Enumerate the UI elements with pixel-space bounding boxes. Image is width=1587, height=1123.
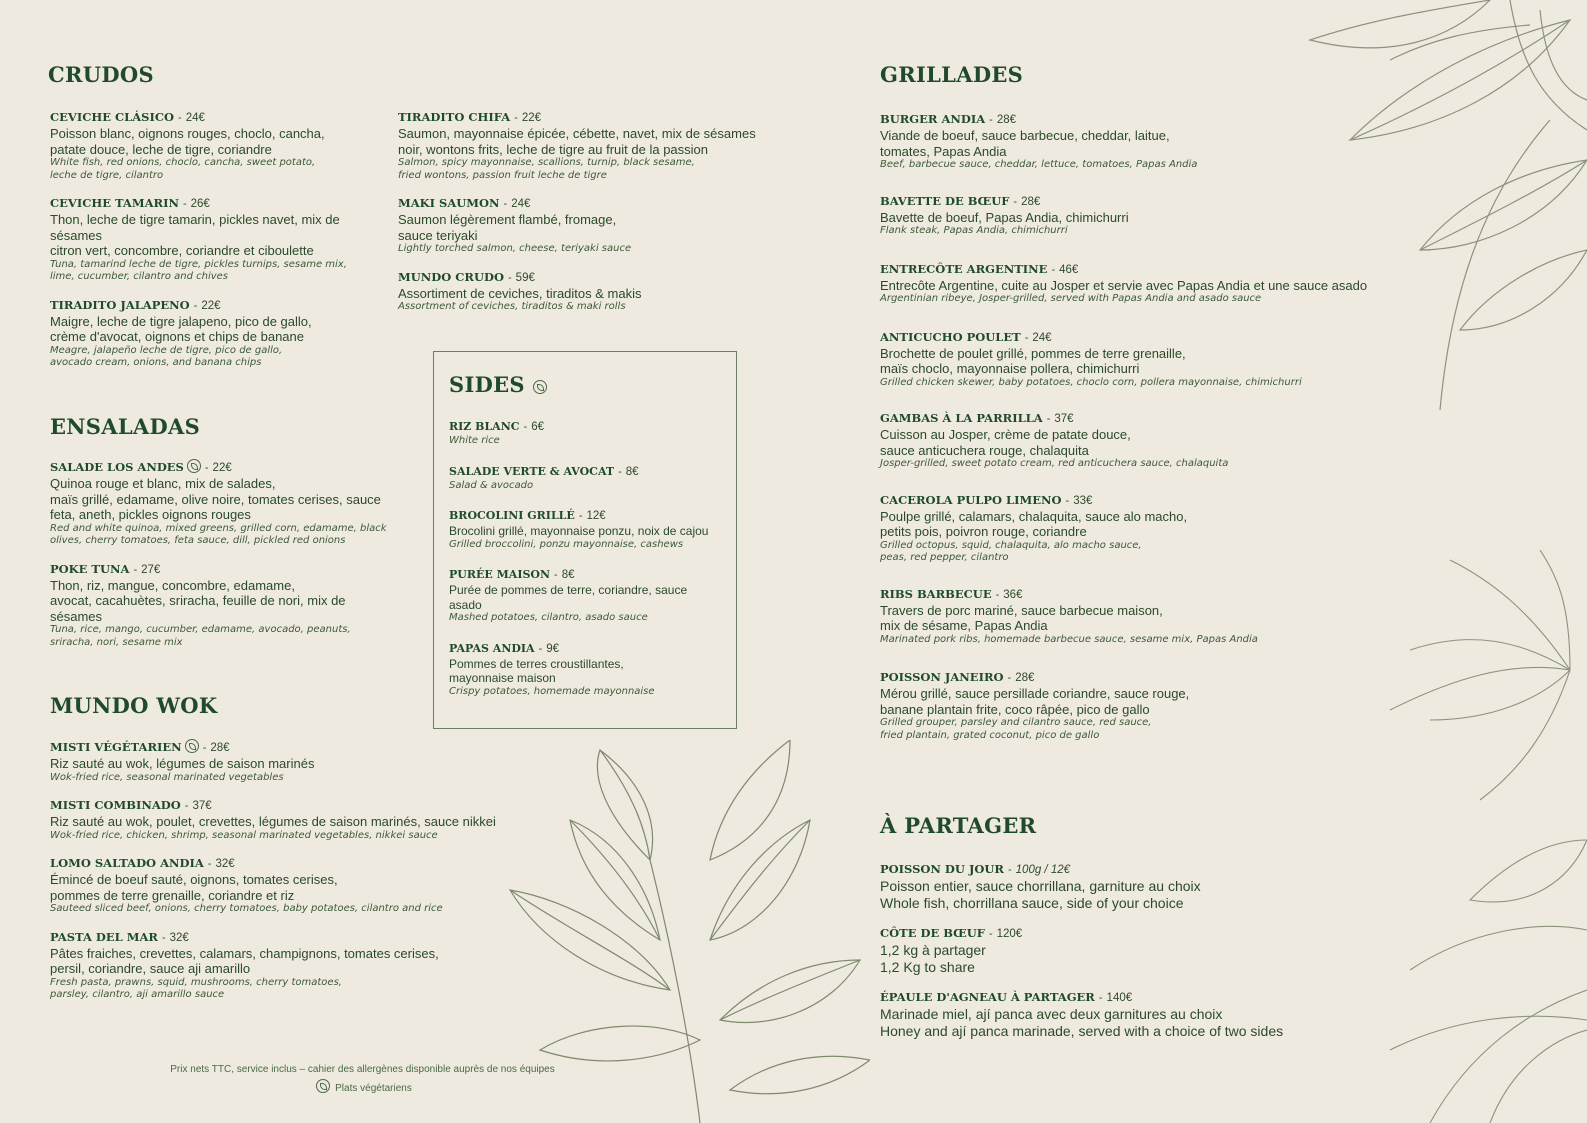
menu-item	[50, 796, 570, 842]
item-desc-fr: Thon, leche de tigre tamarin, pickles navet, mix de	[50, 212, 340, 227]
separator: -	[193, 299, 198, 312]
item-price: 46€	[1059, 263, 1079, 276]
separator: -	[538, 642, 543, 655]
item-desc-fr: maïs choclo, mayonnaise pollera, chimichurri	[880, 361, 1140, 376]
menu-item	[880, 110, 1440, 172]
item-desc-fr: Pommes de terres croustillantes,	[449, 656, 624, 671]
menu-item	[50, 854, 570, 916]
item-desc-fr: Assortiment de ceviches, tiraditos & makis	[398, 285, 642, 301]
separator: -	[184, 800, 189, 812]
item-desc-en: Josper-grilled, sweet potato cream, red anticuchera sauce, chalaquita	[880, 458, 1229, 469]
item-desc-fr: petits pois, poivron rouge, coriandre	[880, 524, 1087, 539]
item-price: 12€	[586, 510, 606, 522]
item-price: 59€	[515, 271, 535, 284]
sides-list	[449, 417, 729, 698]
menu-item	[50, 296, 390, 370]
item-price: 28€	[1015, 672, 1035, 684]
menu-item	[880, 860, 1360, 912]
vegetarian-leaf-icon	[533, 380, 547, 394]
menu-item	[880, 585, 1440, 647]
menu-item	[50, 928, 570, 1002]
grillades-list	[880, 110, 1440, 742]
item-desc-en: lime, cucumber, cilantro and chives	[50, 271, 229, 282]
item-desc-fr: Quinoa rouge et blanc, mix de salades,	[50, 476, 276, 491]
crudos-left-list	[50, 108, 390, 370]
menu-item	[880, 924, 1360, 976]
item-desc-en: parsley, cilantro, aji amarillo sauce	[50, 989, 225, 1000]
menu-item	[50, 560, 420, 650]
item-desc-fr: tomates, Papas Andia	[880, 143, 1007, 159]
footer	[150, 1064, 575, 1094]
item-name: ENTRECÔTE ARGENTINE	[880, 261, 1048, 276]
item-price: 32€	[215, 858, 235, 870]
item-desc-fr: mix de sésame, Papas Andia	[880, 618, 1048, 633]
section-title-mundo-wok: MUNDO WOK	[50, 693, 218, 718]
item-desc-en: White fish, red onions, choclo, cancha, sweet potato,	[50, 157, 316, 168]
item-price: 22€	[212, 462, 232, 474]
separator: -	[1065, 494, 1070, 507]
menu-item	[880, 260, 1440, 306]
item-desc-en: Mashed potatoes, cilantro, asado sauce	[449, 612, 648, 623]
item-name: BURGER ANDIA	[880, 112, 986, 126]
item-price: 9€	[546, 642, 560, 655]
item-name: BAVETTE DE BŒUF	[880, 193, 1010, 208]
menu-item	[398, 268, 798, 314]
menu-item	[880, 491, 1440, 565]
menu-item	[50, 458, 420, 548]
item-desc-en: fried plantain, grated coconut, pico de gallo	[880, 729, 1100, 741]
separator: -	[554, 569, 558, 581]
a-partager-list	[880, 860, 1360, 1040]
item-desc-fr: sauce anticuchera rouge, chalaquita	[880, 442, 1089, 458]
item-name: CACEROLA PULPO LIMENO	[880, 492, 1062, 507]
section-title-grillades: GRILLADES	[880, 62, 1024, 87]
item-name: PURÉE MAISON	[449, 568, 551, 581]
section-title-ensaladas: ENSALADAS	[50, 414, 201, 439]
item-desc-en: Marinated pork ribs, homemade barbecue sauce, sesame mix, Papas Andia	[880, 633, 1258, 645]
item-desc-en: Red and white quinoa, mixed greens, grilled corn, edamame, black	[50, 522, 387, 534]
item-desc-fr: sésames	[50, 227, 103, 243]
item-desc-en: leche de tigre, cilantro	[50, 169, 164, 181]
item-desc-en: Flank steak, Papas Andia, chimichurri	[880, 225, 1068, 236]
item-name: SALADE LOS ANDES	[50, 460, 184, 474]
item-price: 37€	[192, 800, 212, 812]
item-desc-en: Salad & avocado	[449, 479, 534, 491]
item-desc-fr: Thon, riz, mangue, concombre, edamame,	[50, 577, 295, 593]
footer-note: Prix nets TTC, service inclus – cahier des allergènes disponible auprès de nos équipes	[170, 1064, 555, 1075]
item-name: MISTI COMBINADO	[50, 798, 181, 812]
item-desc-en: 1,2 Kg to share	[880, 959, 975, 975]
menu-item	[449, 506, 729, 551]
item-desc-en: Sauteed sliced beef, onions, cherry tomatoes, baby potatoes, cilantro and rice	[50, 903, 443, 914]
item-price: 32€	[169, 931, 189, 944]
menu-item	[880, 192, 1440, 238]
item-desc-en: Salmon, spicy mayonnaise, scallions, turnip, black sesame,	[398, 157, 695, 168]
separator: -	[514, 112, 518, 124]
separator: -	[1024, 331, 1029, 344]
item-name: BROCOLINI GRILLÉ	[449, 509, 575, 522]
menu-item	[880, 409, 1440, 471]
separator: -	[202, 742, 207, 754]
item-desc-en: White rice	[449, 435, 500, 446]
item-desc-fr: Riz sauté au wok, légumes de saison marinés	[50, 756, 315, 771]
item-name: RIZ BLANC	[449, 420, 520, 433]
menu-item	[449, 417, 729, 448]
separator: -	[1007, 672, 1012, 684]
item-desc-fr: Saumon, mayonnaise épicée, cébette, navet, mix de sésames	[398, 126, 756, 141]
item-price: 22€	[201, 299, 221, 312]
item-desc-fr: feta, aneth, pickles oignons rouges	[50, 507, 251, 522]
item-name: PASTA DEL MAR	[50, 929, 158, 944]
item-desc-fr: Poulpe grillé, calamars, chalaquita, sauce alo macho,	[880, 508, 1188, 524]
menu-item	[880, 668, 1440, 742]
item-desc-fr: avocat, cacahuètes, sriracha, feuille de nori, mix de	[50, 593, 346, 608]
separator: -	[178, 112, 182, 124]
separator: -	[503, 198, 508, 210]
separator: -	[161, 931, 166, 944]
item-price: 120€	[996, 928, 1023, 940]
ensaladas-list	[50, 458, 420, 649]
menu-item	[50, 738, 570, 784]
item-desc-en: olives, cherry tomatoes, feta sauce, dill, pickled red onions	[50, 535, 346, 546]
menu-item	[50, 194, 390, 284]
item-name: POISSON JANEIRO	[880, 670, 1004, 684]
item-name: MUNDO CRUDO	[398, 269, 504, 284]
item-desc-en: peas, red pepper, cilantro	[880, 552, 1009, 563]
item-name: ANTICUCHO POULET	[880, 329, 1021, 344]
item-price: 8€	[561, 569, 575, 581]
item-name: TIRADITO JALAPENO	[50, 297, 190, 312]
item-desc-fr: Brocolini grillé, mayonnaise ponzu, noix de cajou	[449, 524, 709, 538]
separator: -	[1013, 195, 1018, 208]
section-title-crudos: CRUDOS	[48, 62, 154, 87]
item-desc-en: Fresh pasta, prawns, squid, mushrooms, cherry tomatoes,	[50, 976, 342, 988]
item-desc-fr: pommes de terre grenaille, coriandre et riz	[50, 887, 295, 903]
item-desc-en: Grilled broccolini, ponzu mayonnaise, cashews	[449, 538, 684, 550]
item-desc-fr: sésames	[50, 608, 103, 624]
item-name: CÔTE DE BŒUF	[880, 926, 985, 940]
item-desc-fr: mayonnaise maison	[449, 671, 556, 685]
item-price: 36€	[1003, 588, 1023, 601]
item-desc-en: Lightly torched salmon, cheese, teriyaki sauce	[398, 243, 632, 254]
separator: -	[133, 563, 138, 576]
separator: -	[508, 271, 512, 284]
item-price: 140€	[1106, 992, 1133, 1004]
item-desc-en: fried wontons, passion fruit leche de tigre	[398, 169, 607, 181]
menu-item	[50, 108, 390, 182]
item-desc-fr: noir, wontons frits, leche de tigre au fruit de la passion	[398, 141, 709, 157]
item-price: 33€	[1073, 494, 1093, 507]
item-price: 37€	[1054, 413, 1074, 425]
menu-item	[449, 462, 729, 493]
veg-legend-text: Plats végétariens	[335, 1083, 412, 1094]
menu-item	[880, 988, 1360, 1040]
item-desc-fr: Entrecôte Argentine, cuite au Josper et servie avec Papas Andia et une sauce asado	[880, 277, 1368, 293]
item-price: 100g / 12€	[1015, 864, 1071, 876]
menu-item	[880, 328, 1440, 390]
item-desc-fr: Saumon légèrement flambé, fromage,	[398, 212, 617, 227]
item-desc-fr: patate douce, leche de tigre, coriandre	[50, 141, 272, 157]
item-price: 28€	[996, 114, 1017, 126]
item-desc-fr: Mérou grillé, sauce persillade coriandre, sauce rouge,	[880, 686, 1190, 701]
item-desc-fr: sauce teriyaki	[398, 227, 478, 243]
separator: -	[182, 198, 187, 210]
separator: -	[989, 114, 993, 126]
item-desc-en: Wok-fried rice, seasonal marinated vegetables	[50, 771, 284, 783]
separator: -	[578, 510, 583, 522]
item-name: CEVICHE TAMARIN	[50, 196, 179, 210]
item-desc-fr: Cuisson au Josper, crème de patate douce,	[880, 427, 1131, 442]
item-desc-fr: crème d'avocat, oignons et chips de banane	[50, 329, 304, 344]
item-desc-fr: Viande de boeuf, sauce barbecue, cheddar, laitue,	[880, 128, 1170, 143]
menu-item	[449, 565, 729, 625]
item-desc-en: sriracha, nori, sesame mix	[50, 636, 183, 648]
separator: -	[204, 462, 209, 474]
separator: -	[988, 928, 993, 940]
item-name: POISSON DU JOUR	[880, 862, 1004, 876]
separator: -	[618, 465, 622, 478]
item-price: 8€	[625, 465, 639, 478]
item-desc-fr: asado	[449, 597, 482, 612]
item-desc-fr: Émincé de boeuf sauté, oignons, tomates cerises,	[50, 872, 338, 887]
separator: -	[1051, 263, 1056, 276]
item-desc-fr: Poisson blanc, oignons rouges, choclo, cancha,	[50, 126, 325, 141]
item-name: MISTI VÉGÉTARIEN	[50, 740, 182, 754]
item-price: 27€	[141, 563, 161, 576]
item-price: 22€	[521, 112, 542, 124]
item-price: 28€	[1021, 195, 1041, 208]
item-price: 24€	[185, 112, 205, 124]
item-desc-en: Grilled octopus, squid, chalaquita, alo macho sauce,	[880, 539, 1142, 551]
item-name: SALADE VERTE & AVOCAT	[449, 464, 615, 478]
crudos-right-list	[398, 108, 798, 314]
separator: -	[1098, 992, 1103, 1004]
item-price: 24€	[1032, 331, 1052, 344]
section-title-sides	[449, 372, 547, 397]
section-title-a-partager: À PARTAGER	[880, 813, 1037, 838]
separator: -	[1046, 413, 1051, 425]
item-price: 26€	[190, 198, 210, 210]
item-desc-fr: Maigre, leche de tigre jalapeno, pico de gallo,	[50, 313, 312, 329]
sides-title-text: SIDES	[449, 372, 525, 397]
item-name: ÉPAULE D'AGNEAU À PARTAGER	[880, 990, 1095, 1004]
menu-item	[398, 108, 798, 182]
menu-item	[398, 194, 798, 256]
item-desc-en: Whole fish, chorrillana sauce, side of your choice	[880, 895, 1184, 911]
vegetarian-leaf-icon	[316, 1079, 330, 1093]
item-desc-en: avocado cream, onions, and banana chips	[50, 357, 262, 368]
item-desc-en: Honey and ají panca marinade, served with a choice of two sides	[880, 1023, 1284, 1039]
item-name: LOMO SALTADO ANDIA	[50, 856, 204, 870]
item-desc-fr: banane plantain frite, coco râpée, pico de gallo	[880, 701, 1150, 717]
item-desc-fr: Purée de pommes de terre, coriandre, sauce	[449, 583, 688, 597]
item-desc-en: Beef, barbecue sauce, cheddar, lettuce, tomatoes, Papas Andia	[880, 159, 1198, 170]
item-name: CEVICHE CLÁSICO	[50, 110, 175, 124]
item-desc-fr: Bavette de boeuf, Papas Andia, chimichurri	[880, 209, 1129, 225]
item-desc-en: Assortment of ceviches, tiraditos & maki rolls	[398, 301, 626, 312]
footer-veg-legend	[150, 1079, 575, 1094]
item-price: 28€	[210, 742, 230, 754]
separator: -	[1007, 864, 1012, 876]
item-name: GAMBAS À LA PARRILLA	[880, 411, 1043, 425]
item-price: 24€	[511, 198, 531, 210]
item-desc-en: Tuna, tamarind leche de tigre, pickles turnips, sesame mix,	[50, 258, 347, 270]
item-desc-en: Wok-fried rice, chicken, shrimp, seasonal marinated vegetables, nikkei sauce	[50, 829, 438, 841]
menu-item	[449, 639, 729, 699]
item-name: TIRADITO CHIFA	[398, 110, 511, 124]
item-desc-fr: Marinade miel, ají panca avec deux garnitures au choix	[880, 1006, 1223, 1022]
item-desc-en: Argentinian ribeye, Josper-grilled, served with Papas Andia and asado sauce	[880, 293, 1262, 304]
vegetarian-leaf-icon	[185, 739, 199, 753]
item-desc-fr: Travers de porc mariné, sauce barbecue maison,	[880, 602, 1163, 618]
item-desc-fr: Pâtes fraiches, crevettes, calamars, champignons, tomates cerises,	[50, 945, 439, 961]
item-desc-fr: citron vert, concombre, coriandre et ciboulette	[50, 243, 314, 258]
item-name: PAPAS ANDIA	[449, 641, 535, 655]
item-desc-en: Grilled grouper, parsley and cilantro sauce, red sauce,	[880, 717, 1152, 728]
item-desc-fr: Riz sauté au wok, poulet, crevettes, légumes de saison marinés, sauce nikkei	[50, 814, 496, 829]
item-desc-en: Meagre, jalapeño leche de tigre, pico de gallo,	[50, 344, 283, 356]
separator: -	[523, 421, 528, 433]
item-desc-fr: Brochette de poulet grillé, pommes de terre grenaille,	[880, 345, 1186, 361]
item-name: POKE TUNA	[50, 561, 130, 576]
vegetarian-leaf-icon	[187, 459, 201, 473]
item-desc-fr: Poisson entier, sauce chorrillana, garniture au choix	[880, 878, 1201, 894]
item-name: MAKI SAUMON	[398, 196, 500, 210]
separator: -	[995, 588, 1000, 601]
item-desc-fr: persil, coriandre, sauce aji amarillo	[50, 961, 251, 976]
item-desc-fr: 1,2 kg à partager	[880, 942, 986, 958]
item-desc-en: Grilled chicken skewer, baby potatoes, choclo corn, pollera mayonnaise, chimichurri	[880, 376, 1302, 388]
item-desc-fr: maïs grillé, edamame, olive noire, tomates cerises, sauce	[50, 491, 381, 507]
item-price: 6€	[531, 421, 544, 433]
mundo-wok-list	[50, 738, 570, 1002]
item-desc-en: Crispy potatoes, homemade mayonnaise	[449, 685, 655, 697]
item-desc-en: Tuna, rice, mango, cucumber, edamame, avocado, peanuts,	[50, 624, 351, 635]
separator: -	[207, 858, 212, 870]
item-name: RIBS BARBECUE	[880, 586, 992, 601]
